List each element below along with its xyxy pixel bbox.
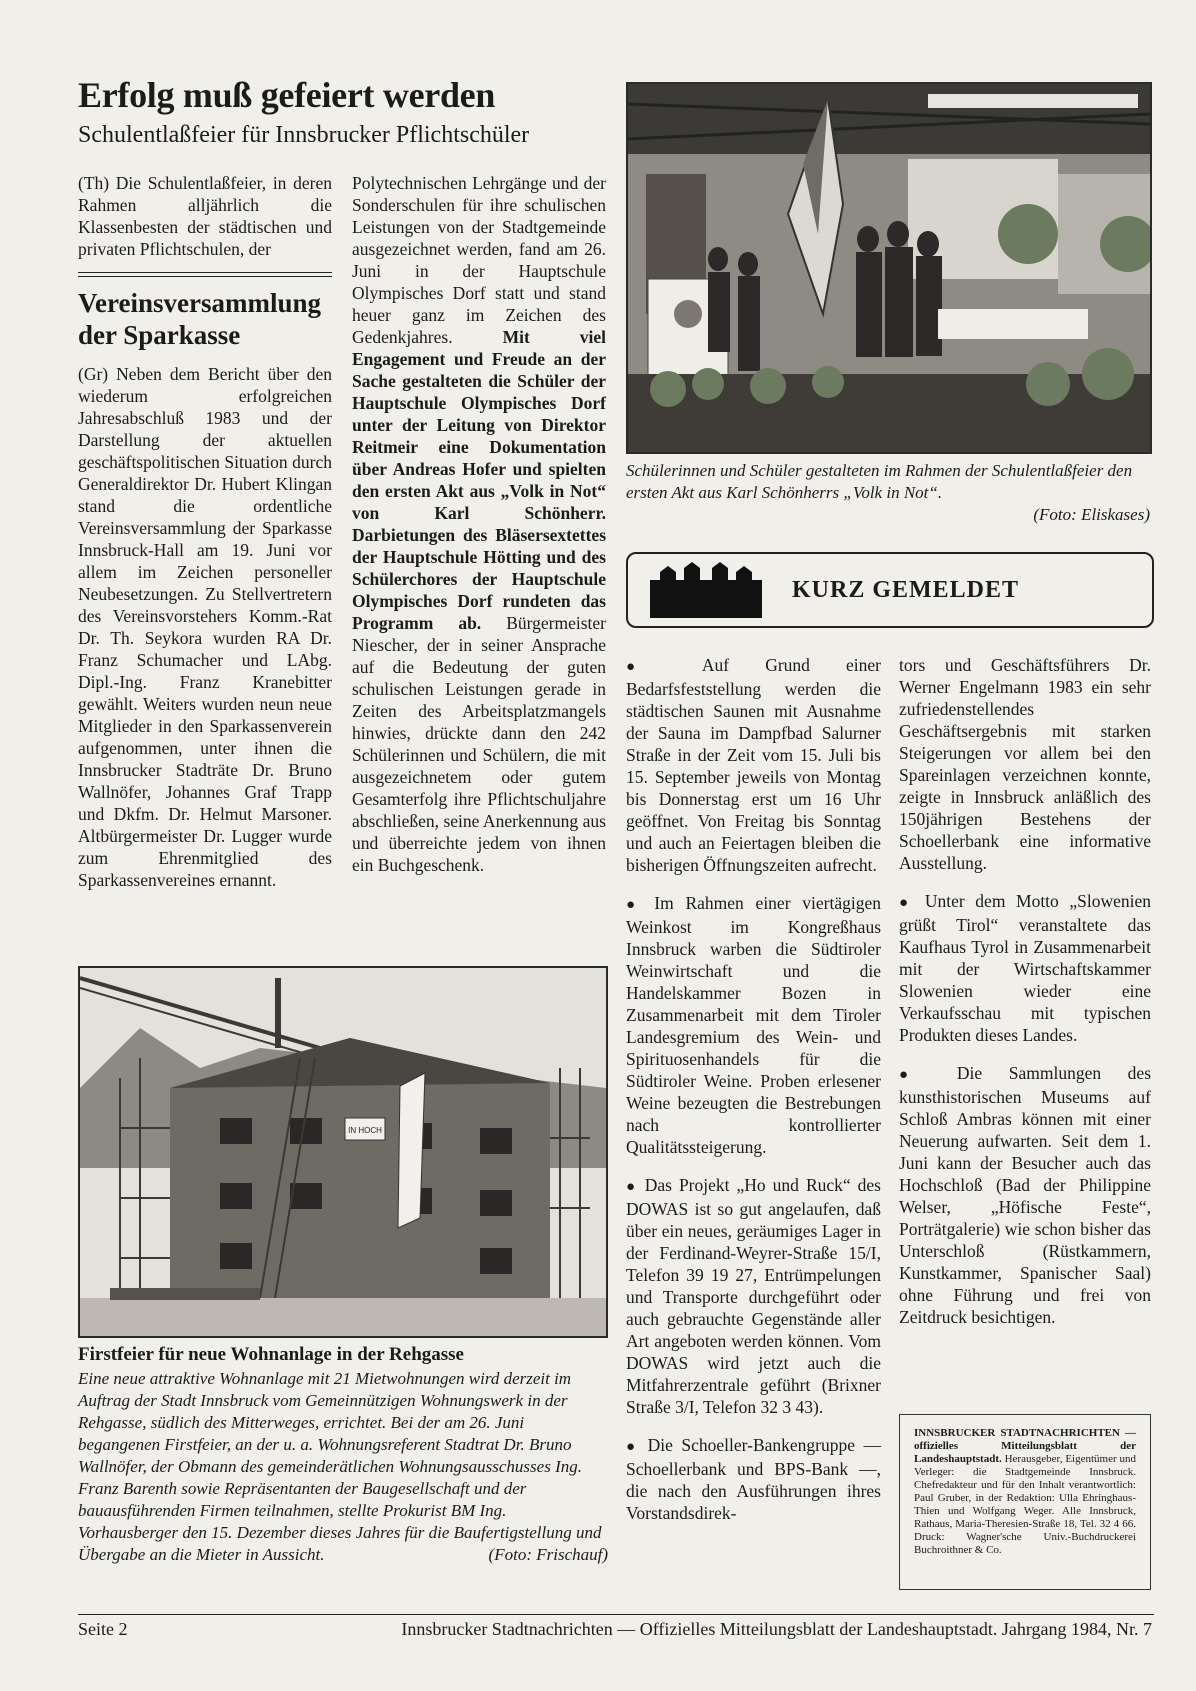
building-sign-text: IN HOCH [348,1126,382,1135]
building-construction-illustration [80,968,606,1336]
construction-photo [78,966,608,1338]
bullet-icon: ● [899,1067,931,1083]
sparkasse-heading: Vereinsversammlung der Sparkasse [78,288,321,350]
article1-closing: Bürgermeister Niescher, der in seiner Ansprache auf die Bedeutung der guten schulischen Leistungen gerade in Zeiten des Arbeitsplatzmangels hinwies, drückte dann den 242 Schülerinnen und Schülern, die mit ausgezeichnetem oder gutem Gesamterfolg ihre Pflichtschuljahre abschließen, seine Anerkennung aus und überreichte jedem von ihnen ein Buchgeschenk. [352,613,606,875]
photo2-title: Firstfeier für neue Wohnanlage in der Rehgasse [78,1344,464,1365]
kurz-item-saunen: ● Auf Grund einer Bedarfsfeststellung werden die städtischen Saunen mit Ausnahme der Sauna im Dampfbad Salurner Straße in der Zeit vom 15. Juli bis 15. September jeweils von Montag bis Donnerstag erst um 16 Uhr geöffnet. Von Freitag bis Sonntag und auch an Feiertagen bleiben die bisherigen Öffnungszeiten aufrecht. [626,655,881,875]
headline: Erfolg muß gefeiert werden [78,75,496,115]
bullet-icon: ● [899,895,915,911]
bullet-icon: ● [626,1439,640,1455]
city-towers-icon [646,560,766,620]
kurz-item-schoeller-cont: tors und Geschäftsführers Dr. Werner Engelmann 1983 ein sehr zufriedenstellendes Geschäftsergebnis mit starken Steigerungen vor allem bei den Spareinlagen verzeichnen konnte, zeigte in Innsbruck anläßlich des 150jährigen Bestehens der Schoellerbank eine informative Ausstellung. [899,655,1151,873]
kurz-item-slowenien: ● Unter dem Motto „Slowenien grüßt Tirol“ veranstaltete das Kaufhaus Tyrol in Zusammenarbeit mit der Wirtschaftskammer Slowenien wieder eine Verkaufsschau mit typischen Produkten dieses Landes. [899,891,1152,1045]
article-header [78,74,618,150]
sparkasse-text: (Gr) Neben dem Bericht über den wiederum erfolgreichen Jahresabschluß 1983 und der Darstellung der aktuellen geschäftspolitischen Situation durch Generaldirektor Dr. Hubert Klingan stand die ordentliche Vereinsversammlung der Sparkasse Innsbruck-Hall am 19. Juni vor allem im Zeichen personeller Neubesetzungen. Zu Stellvertretern des Vereinsvorstehers Komm.-Rat Dr. Th. Seykora wurden RA Dr. Franz Schumacher und LAbg. Dipl.-Ing. Franz Kranebitter gewählt. Weiters wurden neun neue Mitglieder in den Sparkassenverein aufgenommen, unter ihnen die Innsbrucker Stadträte Dr. Bruno Wallnöfer, Johannes Graf Trapp und Dkfm. Dr. Helmut Marsoner. Altbürgermeister Dr. Lugger wurde zum Ehrenmitglied des Sparkassenvereines ernannt. [78,364,332,890]
subheadline: Schulentlaßfeier für Innsbrucker Pflichtschüler [78,122,530,148]
section-divider [78,272,332,277]
bullet-icon: ● [626,897,643,913]
school-celebration-photo [626,82,1152,454]
article1-bold-passage: Mit viel Engagement und Freude an der Sache gestalteten die Schüler der Hauptschule Olympisches Dorf unter der Leitung von Direktor Reitmeir eine Dokumentation über Andreas Hofer und spielten den ersten Akt aus „Volk in Not“ von Karl Schönherr. Darbietungen des Bläsersextettes der Hauptschule Hötting und des Schülerchores der Hauptschule Olympisches Dorf rundeten das Programm ab. [352,327,607,633]
impressum-box [899,1414,1151,1590]
impressum-text: Herausgeber, Eigentümer und Verleger: die Stadtgemeinde Innsbruck. Chefredakteur und für den Inhalt verantwortlich: Paul Gruber, in der Redaktion: Ulla Ehringhaus-Thien und Wolfgang Weger. Alle Innsbruck, Rathaus, Maria-Theresien-Straße 18, Tel. 32 4 66. Druck: Wagner'sche Univ.-Buchdruckerei Buchroithner & Co. [914,1453,1136,1556]
kurz-item-ambras: ● Die Sammlungen des kunsthistorischen Museums auf Schloß Ambras können mit einer Neuerung aufwarten. Seit dem 1. Juni kann der Besucher auch das Hochschloß (Bad der Philippine Welser, „Höfische Feste“, Porträtgalerie) wie schon bisher das Unterschloß (Rüstkammern, Kunstkammer, Spanischer Saal) ohne Führung und frei von Zeitdruck besichtigen. [899,1063,1152,1327]
photo2-caption-text: Eine neue attraktive Wohnanlage mit 21 Mietwohnungen wird derzeit im Auftrag der Stadt Innsbruck vom Gemeinnützigen Wohnungswerk in der Rehgasse, südlich des Mitterweges, errichtet. Bei der am 26. Juni begangenen Firstfeier, an der u. a. Wohnungsreferent Stadtrat Dr. Bruno Wallnöfer, der Obmann des gemeinderätlichen Wohnungsausschusses Ing. Franz Barenth sowie Repräsentanten der Baugesellschaft und der bauausführenden Firmen teilnahmen, stellte Prokurist BM Ing. Vorhausberger den 15. Dezember dieses Jahres für die Baufertigstellung und Übergabe an die Mieter in Aussicht. [78,1369,602,1564]
footer-rule [78,1614,1154,1615]
photo1-caption [626,460,1150,526]
kurz-item-schoeller: ● Die Schoeller-Bankengruppe — Schoellerbank und BPS-Bank —, die nach den Ausführungen ihres Vorstandsdirek- [626,1435,882,1523]
impressum-lead: INNSBRUCKER STADTNACHRICHTEN — offizielles Mitteilungsblatt der Landeshauptstadt. [914,1427,1136,1465]
kurz-item-dowas: ● Das Projekt „Ho und Ruck“ des DOWAS ist so gut angelaufen, daß über ein neues, geräumiges Lager in der Ferdinand-Weyrer-Straße 15/I, Telefon 39 19 27, Entrümpelungen und Transporte durchgeführt oder auch gebrauchte Gegenstände aller Art angeboten werden können. Vom DOWAS wird jetzt auch die Mitfahrerzentrale geführt (Brixner Straße 3/I, Telefon 32 3 43). [626,1175,881,1417]
stage-scene-illustration [628,84,1150,452]
kurz-column-2 [899,654,1151,1344]
article1-intro: (Th) Die Schulentlaßfeier, in deren Rahmen alljährlich die Klassenbesten der städtischen und privaten Pflichtschulen, der [78,173,332,259]
photo2-caption [78,1344,608,1566]
bullet-icon: ● [626,659,667,675]
kurz-item-weinkost: ● Im Rahmen einer viertägigen Weinkost im Kongreßhaus Innsbruck warben die Südtiroler Weinwirtschaft und die Handelskammer Bozen in Zusammenarbeit mit dem Tiroler Landesgremium des Wein- und Spirituosenhandels für die Südtiroler Weine. Proben erlesener Weine bezeugten die Bestrebungen nach kontrollierter Qualitätssteigerung. [626,893,882,1157]
photo2-credit: (Foto: Frischauf) [488,1545,608,1564]
publication-line: Innsbrucker Stadtnachrichten — Offizielles Mitteilungsblatt der Landeshauptstadt. Jahrgang 1984, Nr. 7 [401,1619,1152,1639]
kurz-column-1 [626,654,881,1540]
article1-body: Polytechnischen Lehrgänge und der Sonderschulen für ihre schulischen Leistungen von der Stadtgemeinde ausgezeichnet werden, fand am 26. Juni in der Hauptschule Olympisches Dorf statt und stand heuer ganz im Zeichen des Gedenkjahres. [352,173,606,347]
bullet-icon: ● [626,1179,638,1195]
kurz-gemeldet-title: KURZ GEMELDET [792,576,1020,603]
column-1 [78,172,332,899]
column-2 [352,172,606,876]
photo1-credit: (Foto: Eliskases) [1033,505,1150,524]
photo1-caption-text: Schülerinnen und Schüler gestalteten im Rahmen der Schulentlaßfeier den ersten Akt aus Karl Schönherrs „Volk in Not“. [626,461,1133,502]
kurz-gemeldet-box [626,552,1154,628]
page-number: Seite 2 [78,1619,128,1639]
